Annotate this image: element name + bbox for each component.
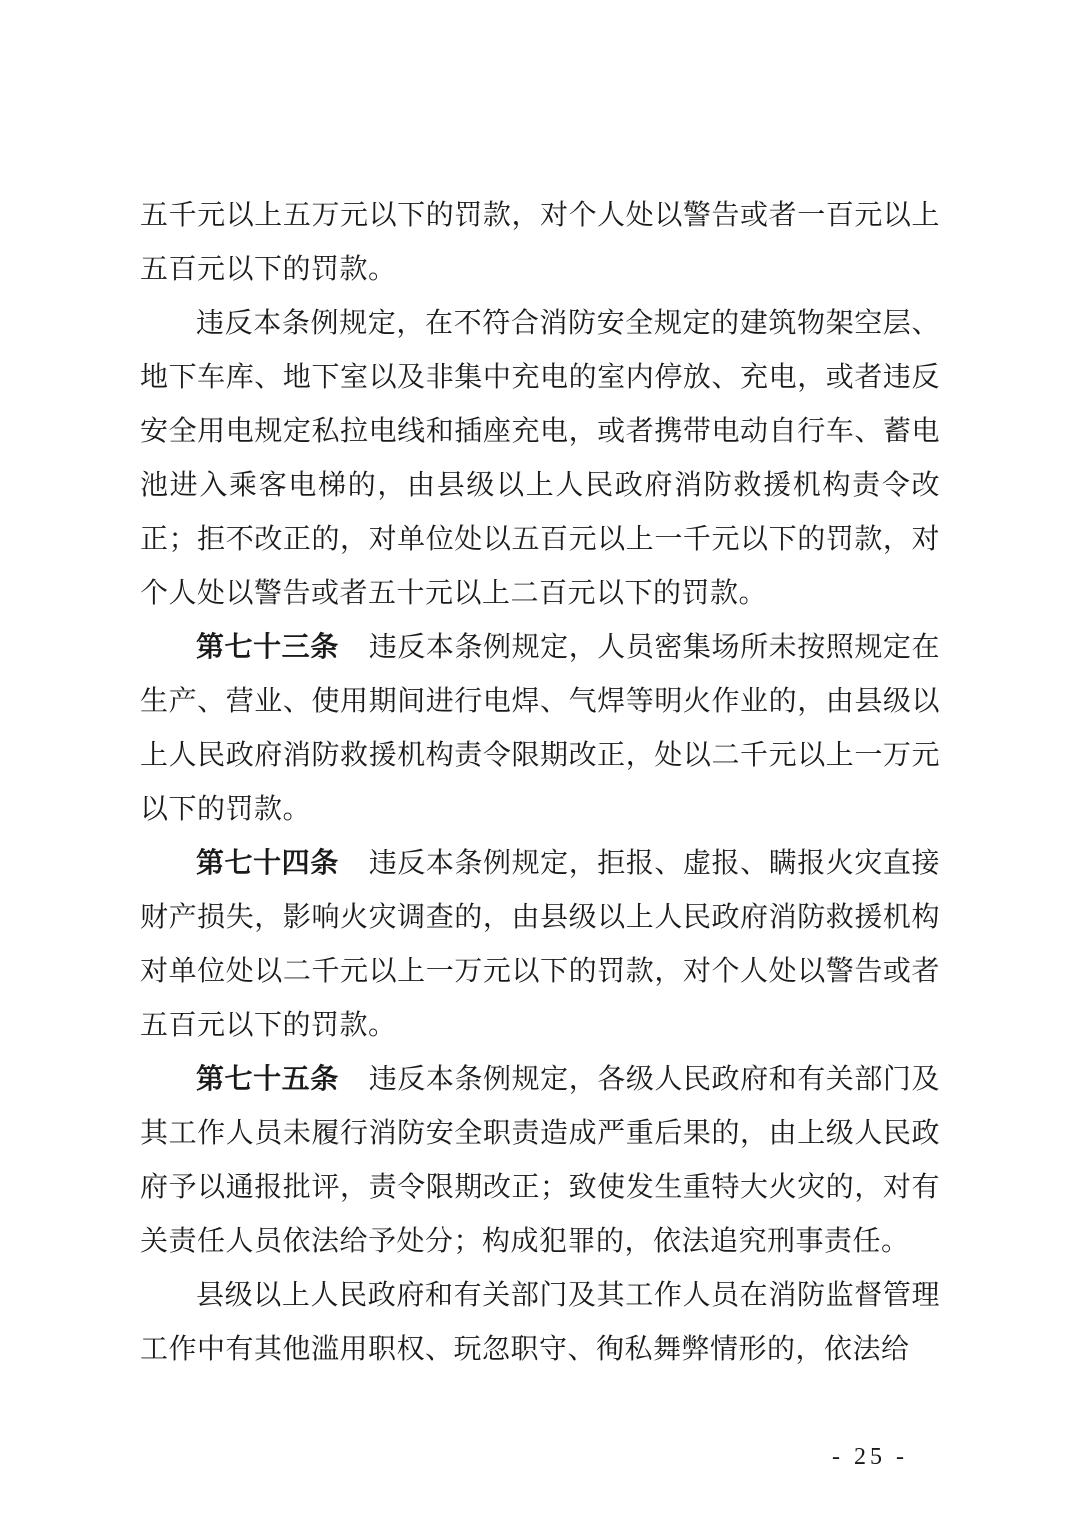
paragraph-text: 违反本条例规定，人员密集场所未按照规定在生产、营业、使用期间进行电焊、气焊等明火作业的，由县级以上人民政府消防救援机构责令限期改正，处以二千元以上一万元以下的罚款。 [140, 630, 940, 825]
article-number: 第七十五条 [196, 1062, 339, 1095]
paragraph-text: 违反本条例规定，各级人民政府和有关部门及其工作人员未履行消防安全职责造成严重后果的，由上级人民政府予以通报批评，责令限期改正；致使发生重特大火灾的，对有关责任人员依法给予处分；构成犯罪的，依法追究刑事责任。 [140, 1062, 940, 1257]
paragraph-continuation [140, 188, 940, 296]
article-74 [140, 836, 940, 1052]
paragraph-text: 违反本条例规定，在不符合消防安全规定的建筑物架空层、地下车库、地下室以及非集中充电的室内停放、充电，或者违反安全用电规定私拉电线和插座充电，或者携带电动自行车、蓄电池进入乘客电梯的，由县级以上人民政府消防救援机构责令改正；拒不改正的，对单位处以五百元以上一千元以下的罚款，对个人处以警告或者五十元以上二百元以下的罚款。 [140, 306, 940, 609]
paragraph-text: 五千元以上五万元以下的罚款，对个人处以警告或者一百元以上五百元以下的罚款。 [140, 198, 940, 285]
article-number: 第七十四条 [196, 846, 339, 879]
page-number: - 25 - [832, 1444, 908, 1470]
document-body [140, 188, 940, 1376]
paragraph-text: 县级以上人民政府和有关部门及其工作人员在消防监督管理工作中有其他滥用职权、玩忽职守、徇私舞弊情形的，依法给 [140, 1278, 940, 1365]
article-73 [140, 620, 940, 836]
paragraph-ebike-charging [140, 296, 940, 620]
article-number: 第七十三条 [196, 630, 339, 663]
paragraph-text: 违反本条例规定，拒报、虚报、瞒报火灾直接财产损失，影响火灾调查的，由县级以上人民政府消防救援机构对单位处以二千元以上一万元以下的罚款，对个人处以警告或者五百元以下的罚款。 [140, 846, 940, 1041]
article-75 [140, 1052, 940, 1268]
paragraph-abuse-of-power [140, 1268, 940, 1376]
